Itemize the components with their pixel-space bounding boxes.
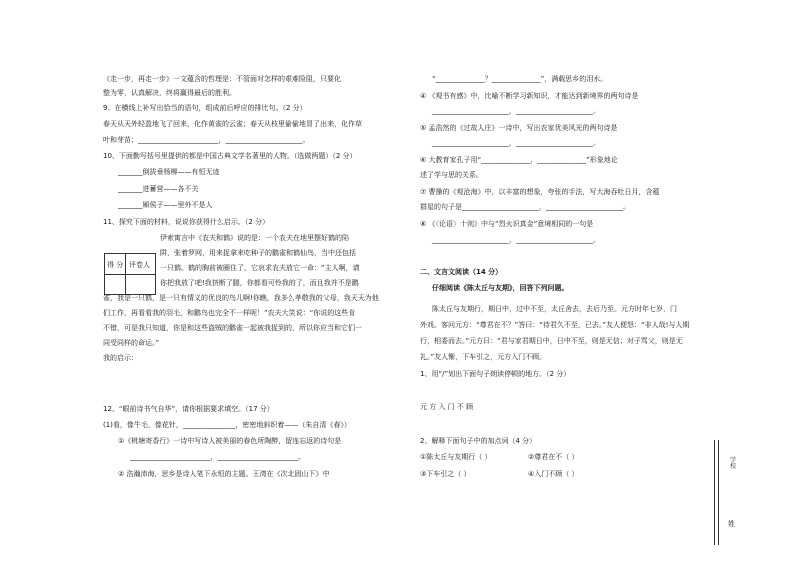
story-line-4: 你把我放了吧!我挤断了腿，你都看可怜我的了，而且我并不是鹳 — [160, 279, 359, 287]
grader-label: 评卷人 — [129, 261, 150, 269]
question-11: 11、探究下面的材料，说说你获得什么启示。（2 分） — [103, 218, 270, 226]
option-line-3: _______厢侯子——里外不是人 — [118, 201, 213, 209]
poem-line-4: ② 浩瀚沛海，思乡是诗人笔下永恒的主题。王湾在《次北固山下》中 — [118, 470, 330, 478]
classical-q1: 1、用“/”划出下面句子朗读停顿的地方。（2 分） — [420, 370, 571, 378]
score-table — [104, 253, 156, 295]
left-line-5: 叶和芽苗；_______________________，______________________。 — [103, 136, 310, 144]
margin-school-label: 学校 — [730, 457, 737, 470]
question-12: 12、“眼前诗书气自华”，请你根据要求填空。（17 分） — [103, 405, 274, 413]
classical-q1-sentence: 元 方 入 门 不 顾 — [420, 403, 474, 411]
right-line-2: ④ 《观书有感》中，比喻不断学习新知识，才能达到新境界的两句诗是 — [420, 92, 639, 100]
right-line-3: ______________________，______________________。 — [432, 107, 600, 115]
poem-line-2: ①《桃塘寄香行》一诗中写诗人被美丽的春色所陶醉，留连忘返的诗句是 — [118, 437, 342, 445]
story-line-7: 不错，可是我只知道，你是和这些盗贼的鹳雀一起被我捉到的，所以你应当和它们一 — [103, 324, 362, 332]
binding-line-inner — [718, 440, 719, 545]
classical-line-4: 礼。”友人惭，下车引之，元方入门不顾。 — [420, 353, 547, 361]
score-label: 得 分 — [107, 261, 124, 269]
right-line-8: ⑦ 曹操的《观沧海》中，以丰富的想象，夸张的手法，写大海吞吐日月，含蕴 — [420, 188, 660, 196]
poem-line-3: _______________________，_______________________。 — [130, 453, 305, 461]
right-line-10: ⑧ 《〈论语〉十则》中与“烈火识真金”意境相同的一句是 — [420, 220, 594, 228]
classical-q2-item-1: ①陈太丘与友期行（ ） — [420, 453, 492, 461]
story-line-5: 雀，我是一只鹤，是一只有情义的优良的鸟儿啊!你瞧，我多么孝敬我的父母，我天天为他 — [103, 294, 379, 302]
poem-line-1: (1)看，像牛毛，像花针，_______________，密密地斜织着——（朱自清《春》） — [103, 421, 351, 429]
right-line-6: ⑥ 大教育家孔子用“______________，______________”形象地论 — [420, 156, 618, 164]
margin-name-label: 姓 — [728, 520, 735, 528]
right-line-9: 群星的句子是______________________，______________________。 — [420, 203, 630, 211]
classical-q2-item-2: ②尊君在不（ ） — [528, 453, 579, 461]
left-line-2: 整为零，认真解决，终将赢得最后的胜利。 — [103, 89, 236, 97]
question-9: 9、在横线上补写出恰当的语句，组成前后呼应的排比句。（2 分） — [103, 104, 307, 112]
classical-q2: 2、解释下面句子中的加点词（4 分） — [420, 437, 537, 445]
classical-line-1: 陈太丘与友期行，期日中，过中不至，太丘舍去，去后乃至。元方时年七岁，门 — [432, 305, 677, 313]
my-insight-label: 我的启示： — [103, 354, 138, 362]
story-line-6: 们工作，再看看我的羽毛，和鹳鸟也完全不一样呢！”农夫大笑说：“你说的这些肯 — [103, 309, 356, 317]
right-line-1: “______________？______________”，满载思乡的泪水。 — [432, 75, 608, 83]
section-2-title: 二、文言文阅读（14 分） — [420, 268, 503, 276]
classical-line-3: 行，相委而去。”元方曰：“君与家君期日中，日中不至，则是无信；对子骂父，则是无 — [420, 337, 683, 345]
right-line-5: ______________________，______________________。 — [432, 139, 600, 147]
story-line-2: 阱，张着罗网，用来捉拿来吃种子的鹳雀和鹤仙鸟，当中还包括 — [160, 249, 356, 257]
classical-q2-item-3: ③下车引之（ ） — [420, 470, 471, 478]
binding-line — [714, 440, 715, 545]
left-line-4: 春天从天外轻盈地飞了回来，化作黄雀的云雀；春天从枝里偷偷地冒了出来，化作草 — [103, 120, 362, 128]
classical-line-2: 外戏。客问元方：“尊君在不？”答曰：“待君久不至，已去。”友人便怒：“非人哉!与人期 — [420, 321, 690, 329]
option-line-1: _______倒拔垂杨柳——有恒无迹 — [118, 168, 220, 176]
story-line-3: 一只鹤。鹤的胸前被圈住了，它哀求农夫放它一命：“主人啊，请 — [160, 264, 360, 272]
right-line-11: ______________________，______________________。 — [432, 236, 600, 244]
classical-q2-item-4: ④入门不顾（ ） — [528, 470, 579, 478]
left-line-1: 《走一步，再走一步》一文蕴含的哲理是：不管面对怎样的艰难险阻，只要化 — [103, 75, 341, 83]
section-2-instruction: 仔细阅读《陈太丘与友期》，回答下列问题。 — [432, 284, 569, 292]
option-line-2: _______进蓄营——各不关 — [118, 185, 199, 193]
story-line-1: 伊索寓言中《农夫和鹤》说的是：一个农夫在地里摆好鹤的陷 — [160, 234, 349, 242]
right-line-7: 述了学与思的关系。 — [420, 171, 483, 179]
question-10: 10、下面勤写括号里提供的都是中国古典文学名著里的人物。（选做两题）（2 分） — [103, 152, 357, 160]
story-line-8: 同受同样的命运。” — [103, 339, 160, 347]
right-line-4: ⑤ 孟浩然的《过故人庄》一诗中，写出农家优美风光的两句诗是 — [420, 124, 618, 132]
